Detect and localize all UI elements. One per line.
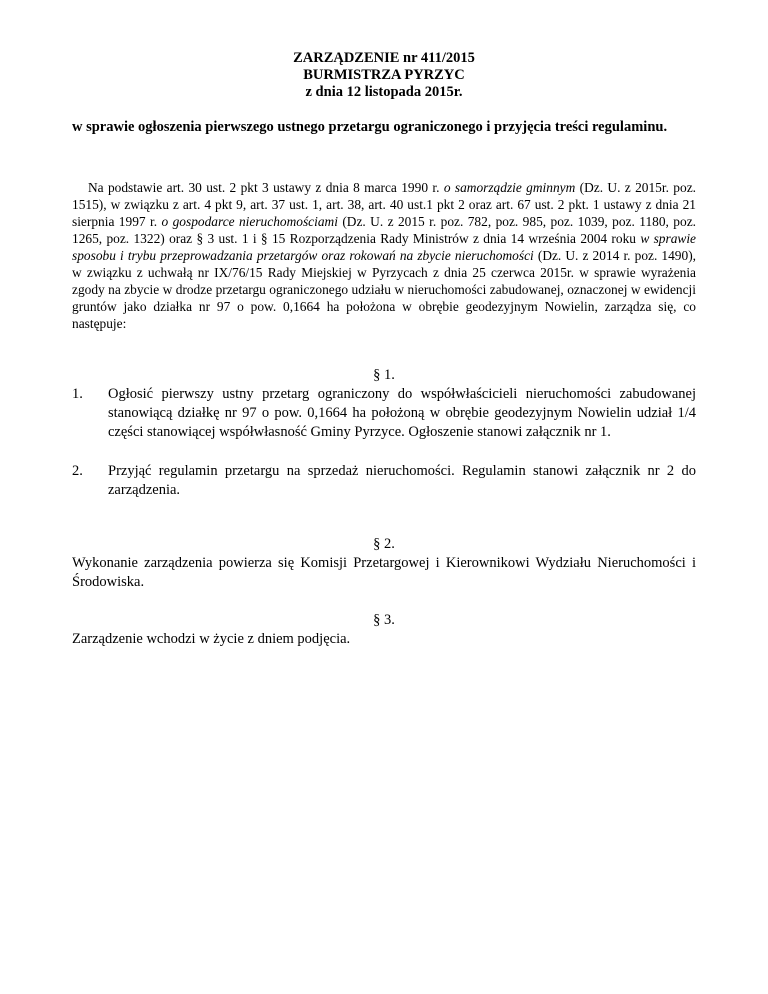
section-3-mark: § 3. [373,612,395,628]
section-3-text: Zarządzenie wchodzi w życie z dniem podjęcia. [72,631,351,647]
preamble-act-title-1: o samorządzie gminnym [443,180,576,195]
legal-basis-paragraph [72,179,696,332]
list-item-text: Ogłosić pierwszy ustny przetarg ograniczony do współwłaścicieli nieruchomości zabudowanej stanowiącą działkę nr 97 o pow. 0,1664 ha położoną w obrębie geodezyjnym Nowielin udział 1/4 części stanowiącej współwłasność Gminy Pyrzyce. Ogłoszenie stanowi załącznik nr 1. [108,386,696,440]
section-2-mark: § 2. [373,536,395,552]
list-item [72,385,696,442]
preamble-text-4: (Dz. U. z 2014 r. poz. 1490), w związku z uchwałą nr IX/76/15 Rady Miejskiej w Pyrzycach z dnia 25 czerwca 2015r. w sprawie wyrażenia zgody na zbycie w drodze przetargu ograniczonego udziału w nieruchomości zabudowanej, oznaczonej w ewidencji gruntów jako działka nr 97 o pow. 0,1664 ha położona w obrębie geodezyjnym Nowielin, zarządza się, co następuje: [72,248,697,331]
preamble-act-title-3: w sprawie sposobu i trybu przeprowadzania przetargów oraz rokowań na zbycie nieruchomości [72,231,697,263]
document-subject: w sprawie ogłoszenia pierwszego ustnego przetargu ograniczonego i przyjęcia treści regulaminu. [72,119,668,135]
list-item-number: 1. [72,386,83,402]
list-item-number: 2. [72,463,83,479]
preamble-act-title-2: o gospodarce nieruchomościami [161,214,338,229]
preamble-text-2: (Dz. U. z 2015r. poz. 1515), w związku z art. 4 pkt 9, art. 37 ust. 1, art. 38, art. 40 ust.1 pkt 2 oraz art. 67 ust. 2 pkt. 1 ustawy z dnia 21 sierpnia 1997 r. [72,180,696,229]
document-page [72,50,696,649]
section-1-mark: § 1. [373,367,395,383]
header-date: z dnia 12 listopada 2015r. [305,84,463,100]
document-header [72,50,696,101]
header-title: ZARZĄDZENIE nr 411/2015 [293,50,475,66]
preamble-text-3: (Dz. U. z 2015 r. poz. 782, poz. 985, poz. 1039, poz. 1180, poz. 1265, poz. 1322) oraz § 3 ust. 1 i § 15 Rozporządzenia Rady Ministrów z dnia 14 września 2004 roku [72,214,696,246]
section-2-text: Wykonanie zarządzenia powierza się Komisji Przetargowej i Kierownikowi Wydziału Nieruchomości i Środowiska. [72,555,696,590]
header-issuer: BURMISTRZA PYRZYC [303,67,465,83]
section-1-list [72,385,696,500]
preamble-text-1: Na podstawie art. 30 ust. 2 pkt 3 ustawy z dnia 8 marca 1990 r. [88,180,444,195]
list-item-text: Przyjąć regulamin przetargu na sprzedaż nieruchomości. Regulamin stanowi załącznik nr 2 do zarządzenia. [108,463,696,498]
list-item [72,462,696,500]
